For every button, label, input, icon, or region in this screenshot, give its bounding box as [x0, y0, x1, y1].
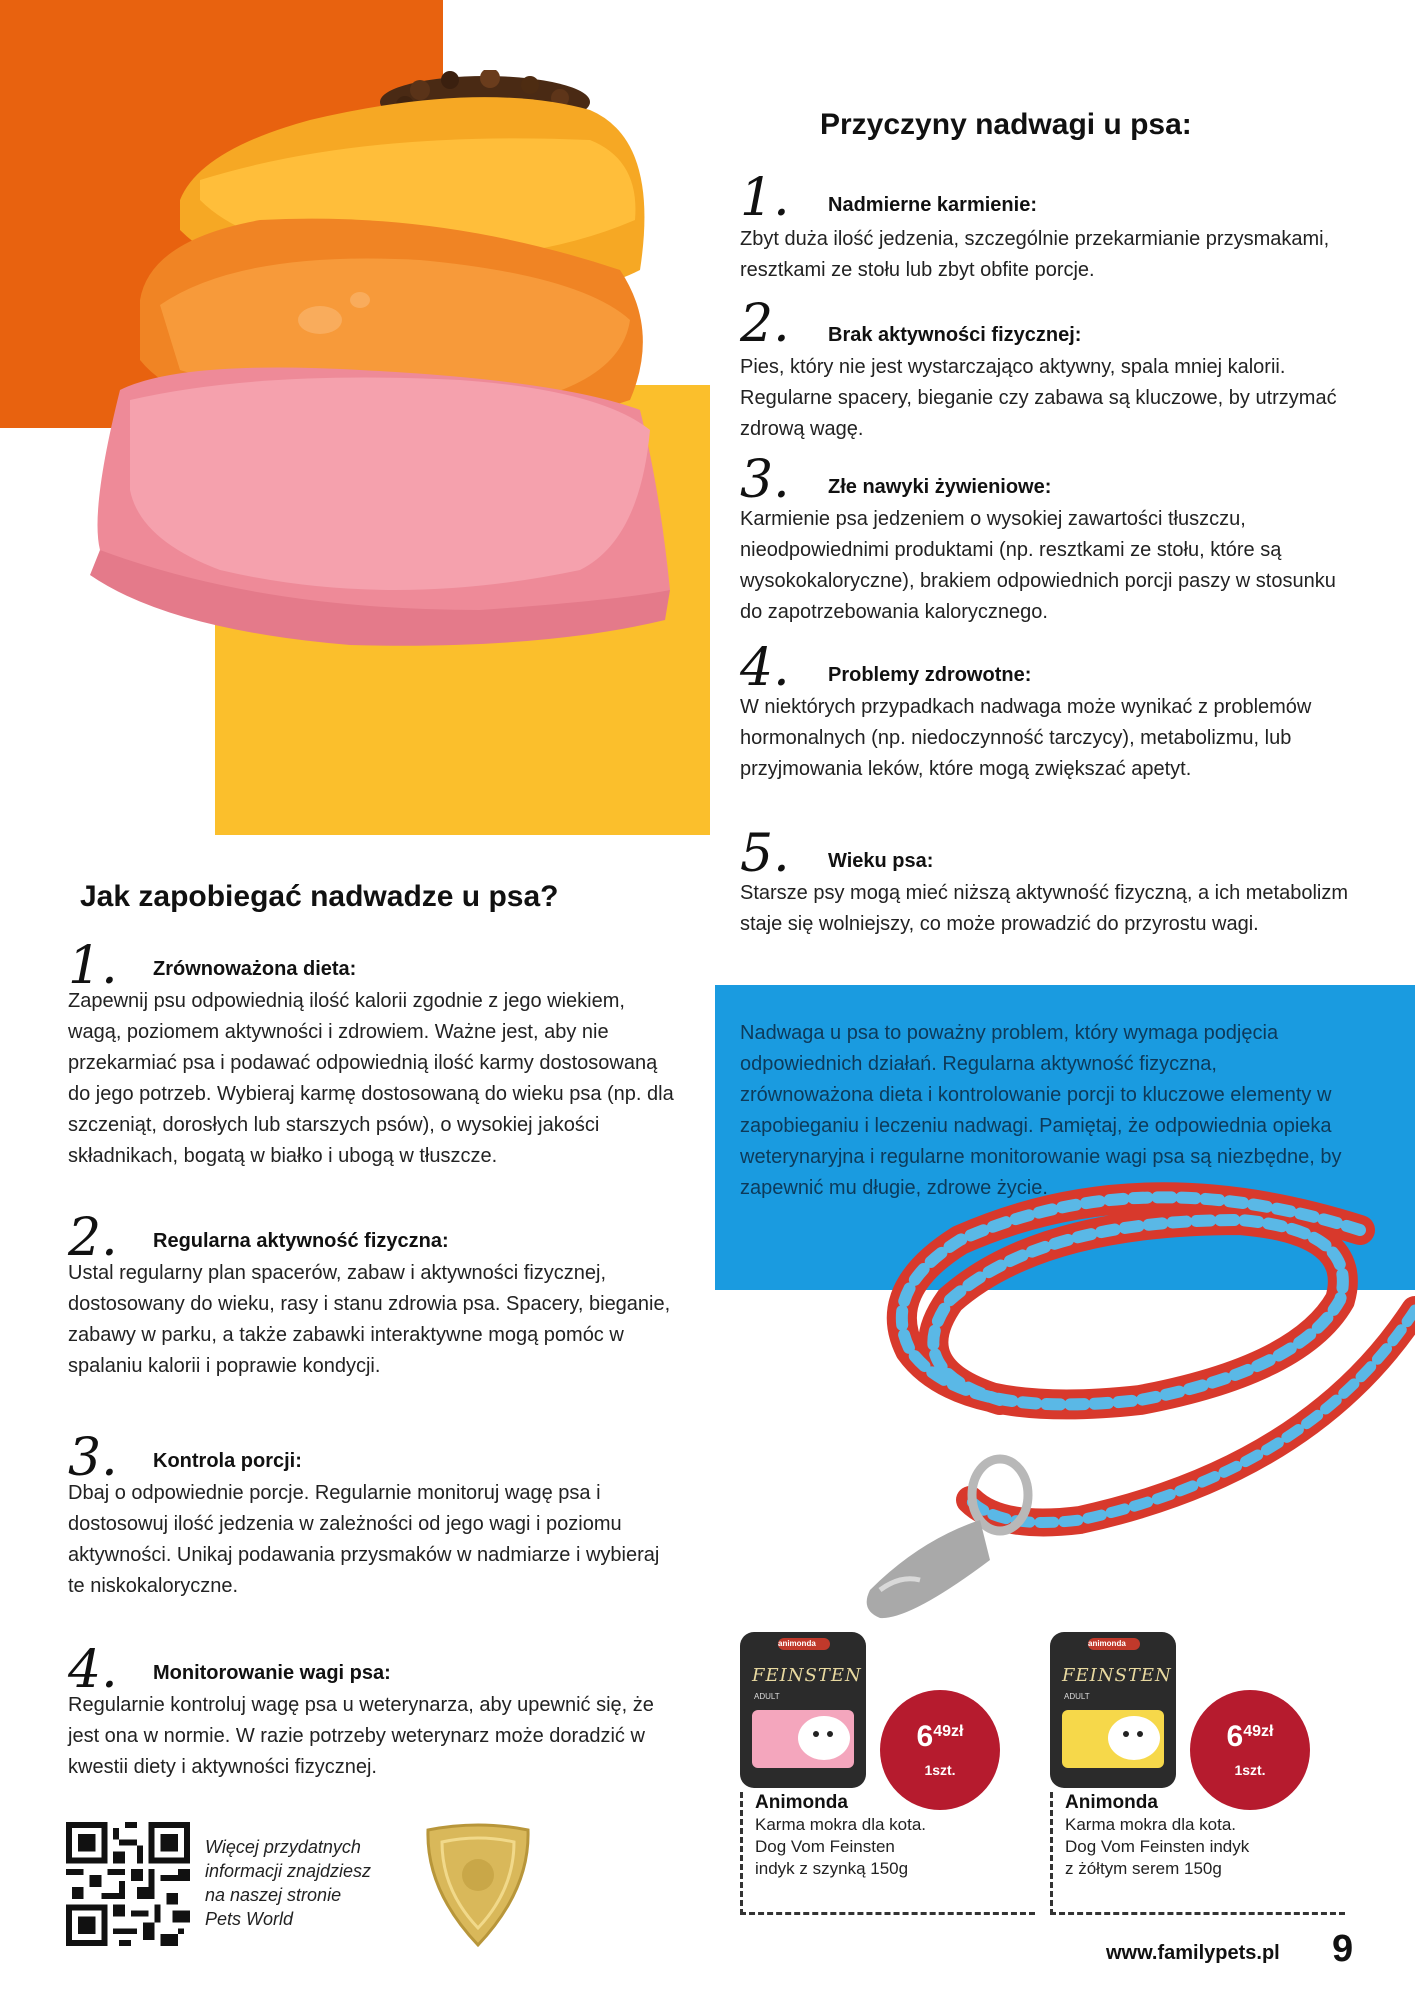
price-value — [917, 1722, 964, 1752]
qr-caption-line: informacji znajdziesz — [205, 1861, 372, 1881]
product-desc-line: Karma mokra dla kota. — [755, 1815, 927, 1834]
price-integer: 6 — [1226, 1720, 1244, 1753]
causes-list — [740, 168, 1350, 968]
price-fraction: 49zł — [933, 1723, 964, 1740]
price-unit: 1szt. — [924, 1762, 956, 1778]
can-variant: ADULT — [754, 1692, 780, 1701]
footer-url[interactable]: www.familypets.pl — [1106, 1942, 1280, 1964]
cause-title: Brak aktywności fizycznej: — [828, 324, 1082, 346]
cause-item — [740, 294, 1350, 456]
cause-item — [740, 824, 1350, 968]
can-brand: animonda — [1088, 1639, 1126, 1648]
prevention-list — [68, 936, 674, 1786]
can-variant: ADULT — [1064, 1692, 1090, 1701]
qr-caption — [205, 1835, 371, 1931]
prevention-title: Jak zapobiegać nadwadze u psa? — [80, 880, 559, 913]
cause-number: 4. — [740, 638, 790, 698]
prevention-item — [68, 936, 674, 1216]
prevention-number: 3. — [68, 1428, 118, 1488]
qr-code[interactable] — [66, 1822, 190, 1946]
can-name: FEINSTEN — [1062, 1665, 1172, 1686]
causes-title: Przyczyny nadwagi u psa: — [820, 108, 1192, 141]
cause-number: 1. — [740, 168, 790, 228]
qr-caption-line: na naszej stronie — [205, 1885, 342, 1905]
prevention-item-title: Kontrola porcji: — [153, 1450, 302, 1472]
prevention-item — [68, 1428, 674, 1646]
product-desc-line: Dog Vom Feinsten — [755, 1837, 895, 1856]
prevention-item-title: Monitorowanie wagi psa: — [153, 1662, 391, 1684]
product-card[interactable] — [1040, 1630, 1340, 1920]
prevention-item-title: Regularna aktywność fizyczna: — [153, 1230, 449, 1252]
can-name: FEINSTEN — [752, 1665, 862, 1686]
product-brand: Animonda — [755, 1792, 848, 1813]
product-info — [1050, 1792, 1345, 1915]
stacked-bowls-image — [60, 70, 690, 670]
price-value — [1227, 1722, 1274, 1752]
price-fraction: 49zł — [1243, 1723, 1274, 1740]
prevention-item-text: Zapewnij psu odpowiednią ilość kalorii zgodnie z jego wiekiem, wagą, poziomem aktywności i zdrowiem. Ważne jest, aby nie przekarmiać psa i podawać odpowiednią ilość karmy dostosowaną do jego potrzeb. Wybieraj karmę dostosowaną do wieku psa (np. dla szczeniąt, dorosłych lub starszych psów), o wysokiej jakości składnikach, bogatą w białko i ubogą w tłuszcze. — [68, 990, 674, 1167]
leash-image — [840, 1170, 1415, 1630]
cause-text: Zbyt duża ilość jedzenia, szczególnie przekarmianie przysmakami, resztkami ze stołu lub zbyt obfite porcje. — [740, 228, 1330, 281]
page-number: 9 — [1332, 1928, 1354, 1970]
cause-item — [740, 168, 1350, 308]
cause-title: Złe nawyki żywieniowe: — [828, 476, 1052, 498]
product-desc-line: indyk z szynką 150g — [755, 1859, 909, 1878]
cause-item — [740, 638, 1350, 828]
cause-number: 5. — [740, 824, 790, 884]
cause-item — [740, 450, 1350, 642]
prevention-item-text: Ustal regularny plan spacerów, zabaw i aktywności fizycznej, dostosowany do wieku, rasy i stanu zdrowia psa. Spacery, bieganie, zabawy w parku, a także zabawki interaktywne mogą pomóc w spalaniu kalorii i poprawie kondycji. — [68, 1262, 671, 1377]
shield-emblem-icon — [418, 1820, 538, 1950]
product-card[interactable] — [730, 1630, 1030, 1920]
product-brand: Animonda — [1065, 1792, 1158, 1813]
prevention-number: 4. — [68, 1640, 118, 1700]
product-can-image — [738, 1630, 868, 1790]
product-desc-line: Karma mokra dla kota. — [1065, 1815, 1237, 1834]
summary-text: Nadwaga u psa to poważny problem, który wymaga podjęcia odpowiednich działań. Regularna aktywność fizyczna, zrównoważona dieta i kontrolowanie porcji to kluczowe elementy w zapobieganiu i leczeniu nadwagi. Pamiętaj, że odpowiednia opieka weterynaryjna i regularne monitorowanie wagi psa są niezbędne, by zapewnić mu długie, zdrowe życie. — [740, 1022, 1342, 1199]
product-desc-line: Dog Vom Feinsten indyk — [1065, 1837, 1250, 1856]
qr-caption-line: Więcej przydatnych — [205, 1837, 361, 1857]
cause-title: Wieku psa: — [828, 850, 934, 872]
product-desc-line: z żółtym serem 150g — [1065, 1859, 1222, 1878]
prevention-number: 1. — [68, 936, 118, 996]
product-info — [740, 1792, 1035, 1915]
cause-title: Problemy zdrowotne: — [828, 664, 1032, 686]
cause-text: W niektórych przypadkach nadwaga może wynikać z problemów hormonalnych (np. niedoczynność tarczycy), metabolizmu, lub przyjmowania leków, które mogą zwiększać apetyt. — [740, 696, 1312, 780]
can-brand: animonda — [778, 1639, 816, 1648]
cause-text: Pies, który nie jest wystarczająco aktywny, spala mniej kalorii. Regularne spacery, bieganie czy zabawa są kluczowe, by utrzymać zdrową wagę. — [740, 356, 1337, 440]
prevention-item-text: Dbaj o odpowiednie porcje. Regularnie monitoruj wagę psa i dostosowuj ilość jedzenia w zależności od jego wagi i poziomu aktywności. Unikaj podawania przysmaków w nadmiarze i wybieraj te niskokaloryczne. — [68, 1482, 660, 1597]
cause-title: Nadmierne karmienie: — [828, 194, 1037, 216]
prevention-number: 2. — [68, 1208, 118, 1268]
qr-caption-line: Pets World — [205, 1909, 294, 1929]
product-can-image — [1048, 1630, 1178, 1790]
price-unit: 1szt. — [1234, 1762, 1266, 1778]
prevention-item — [68, 1640, 674, 1786]
cause-number: 3. — [740, 450, 790, 510]
cause-text: Karmienie psa jedzeniem o wysokiej zawartości tłuszczu, nieodpowiednimi produktami (np. resztkami ze stołu, które są wysokokaloryczne), brakiem odpowiednich porcji paszy w stosunku do zapotrzebowania kalorycznego. — [740, 508, 1336, 623]
price-integer: 6 — [916, 1720, 934, 1753]
cause-number: 2. — [740, 294, 790, 354]
prevention-item — [68, 1208, 674, 1434]
prevention-item-title: Zrównoważona dieta: — [153, 958, 357, 980]
prevention-item-text: Regularnie kontroluj wagę psa u weterynarza, aby upewnić się, że jest ona w normie. W razie potrzeby weterynarz może doradzić w kwestii diety i aktywności fizycznej. — [68, 1694, 654, 1778]
cause-text: Starsze psy mogą mieć niższą aktywność fizyczną, a ich metabolizm staje się wolniejszy, co może prowadzić do przyrostu wagi. — [740, 882, 1348, 935]
